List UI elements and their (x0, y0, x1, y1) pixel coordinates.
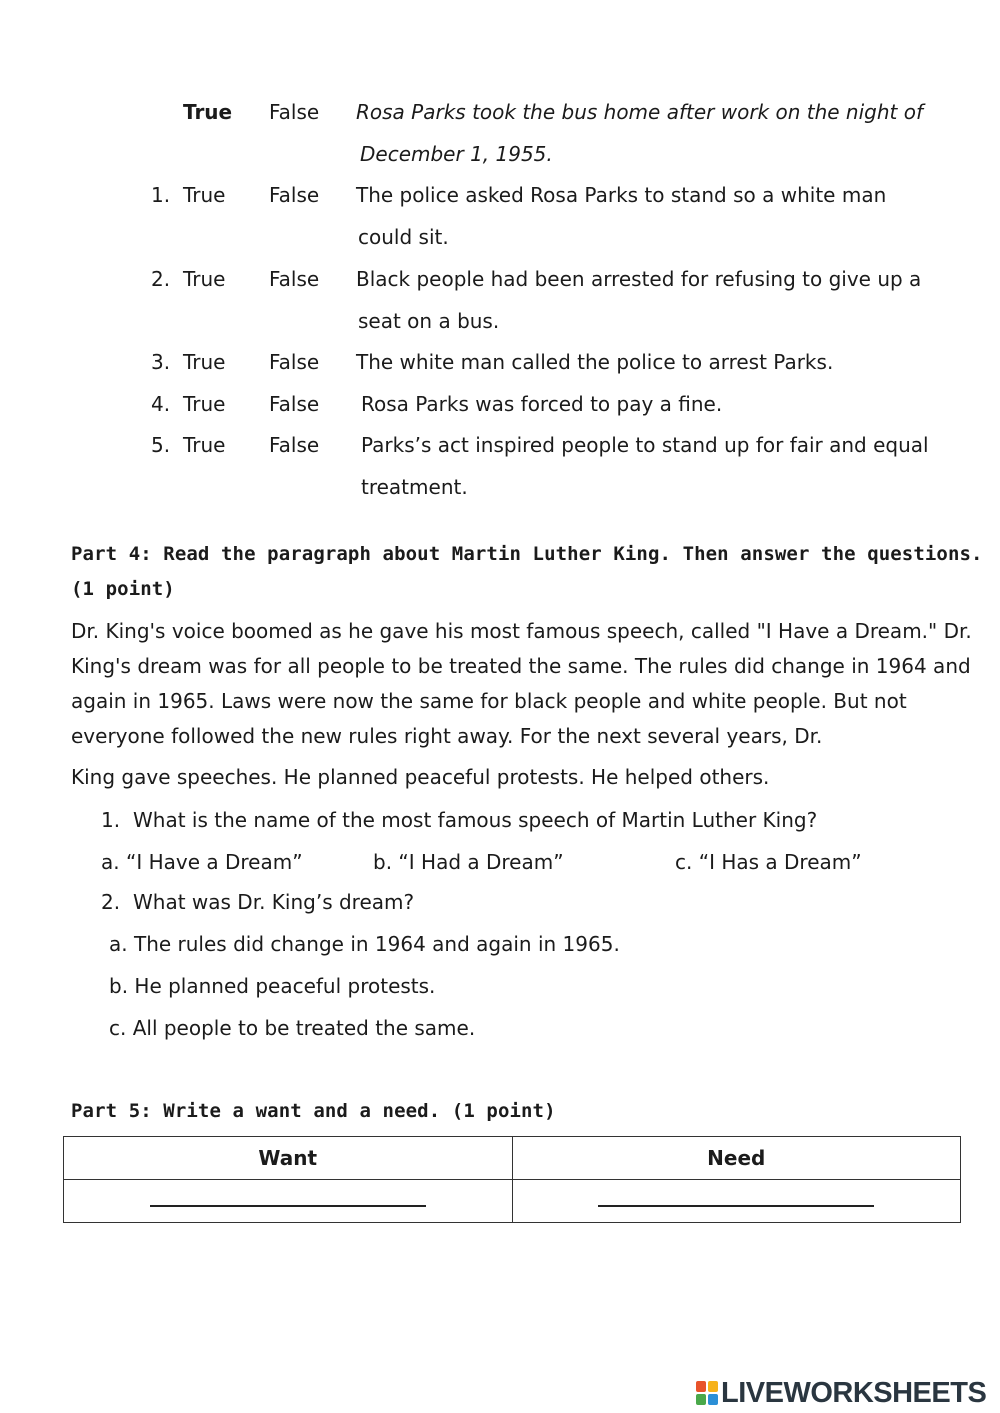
tf-item-statement: Black people had been arrested for refusing to give up a (356, 267, 922, 291)
logo-square (708, 1394, 718, 1405)
tf-item-statement-cont: treatment. (361, 475, 468, 499)
tf-item-statement-cont: seat on a bus. (358, 309, 500, 333)
tf-item-true-option[interactable]: True (183, 267, 226, 291)
tf-item-statement: Parks’s act inspired people to stand up for fair and equal (361, 433, 929, 457)
need-answer-cell[interactable] (512, 1180, 961, 1223)
question-2-text: What was Dr. King’s dream? (133, 890, 415, 914)
tf-item-statement: Rosa Parks was forced to pay a fine. (361, 392, 723, 416)
tf-item-false-option[interactable]: False (269, 433, 320, 457)
liveworksheets-logo-text: LIVEWORKSHEETS (721, 1376, 987, 1409)
need-answer-blank[interactable] (598, 1191, 874, 1207)
question-number: 2. (101, 890, 121, 914)
paragraph-line: King's dream was for all people to be treated the same. The rules did change in 1964 and (71, 654, 971, 678)
want-need-table (63, 1136, 961, 1223)
question-2-option-a[interactable]: a. The rules did change in 1964 and again in 1965. (109, 932, 620, 956)
part4-heading-points: (1 point) (71, 578, 175, 600)
tf-item-true-option[interactable]: True (183, 183, 226, 207)
liveworksheets-logo (696, 1377, 986, 1409)
tf-item-true-option[interactable]: True (183, 350, 226, 374)
logo-square (696, 1381, 706, 1392)
paragraph-line: everyone followed the new rules right away. For the next several years, Dr. (71, 724, 823, 748)
want-answer-cell[interactable] (64, 1180, 513, 1223)
question-1-option-a[interactable]: a. “I Have a Dream” (101, 850, 303, 874)
tf-item-true-option[interactable]: True (183, 392, 226, 416)
tf-item-false-option[interactable]: False (269, 183, 320, 207)
example-statement-line1: Rosa Parks took the bus home after work on the night of (356, 100, 924, 124)
tf-item-false-option[interactable]: False (269, 350, 320, 374)
need-column-header: Need (512, 1137, 961, 1180)
tf-item-number: 4. (151, 392, 171, 416)
tf-item-true-option[interactable]: True (183, 433, 226, 457)
tf-item-number: 1. (151, 183, 171, 207)
logo-square (696, 1394, 706, 1405)
question-1-option-c[interactable]: c. “I Has a Dream” (675, 850, 862, 874)
example-statement-line2: December 1, 1955. (360, 142, 553, 166)
example-true-label[interactable]: True (183, 100, 233, 124)
question-1-text: What is the name of the most famous speech of Martin Luther King? (133, 808, 818, 832)
logo-square (708, 1381, 718, 1392)
tf-item-number: 5. (151, 433, 171, 457)
question-1-option-b[interactable]: b. “I Had a Dream” (373, 850, 564, 874)
question-2-option-b[interactable]: b. He planned peaceful protests. (109, 974, 436, 998)
tf-item-number: 3. (151, 350, 171, 374)
liveworksheets-logo-icon (696, 1381, 718, 1405)
paragraph-line: King gave speeches. He planned peaceful protests. He helped others. (71, 765, 770, 789)
question-number: 1. (101, 808, 121, 832)
paragraph-line: Dr. King's voice boomed as he gave his most famous speech, called "I Have a Dream." Dr. (71, 619, 972, 643)
part4-heading: Part 4: Read the paragraph about Martin Luther King. Then answer the questions. (71, 543, 983, 565)
part5-heading: Part 5: Write a want and a need. (1 point) (71, 1100, 556, 1122)
want-answer-blank[interactable] (150, 1191, 426, 1207)
tf-item-statement-cont: could sit. (358, 225, 449, 249)
example-false-label[interactable]: False (269, 100, 320, 124)
tf-item-false-option[interactable]: False (269, 392, 320, 416)
tf-item-number: 2. (151, 267, 171, 291)
want-column-header: Want (64, 1137, 513, 1180)
tf-item-statement: The police asked Rosa Parks to stand so a white man (356, 183, 887, 207)
question-2-option-c[interactable]: c. All people to be treated the same. (109, 1016, 476, 1040)
tf-item-false-option[interactable]: False (269, 267, 320, 291)
tf-item-statement: The white man called the police to arrest Parks. (356, 350, 834, 374)
paragraph-line: again in 1965. Laws were now the same for black people and white people. But not (71, 689, 907, 713)
